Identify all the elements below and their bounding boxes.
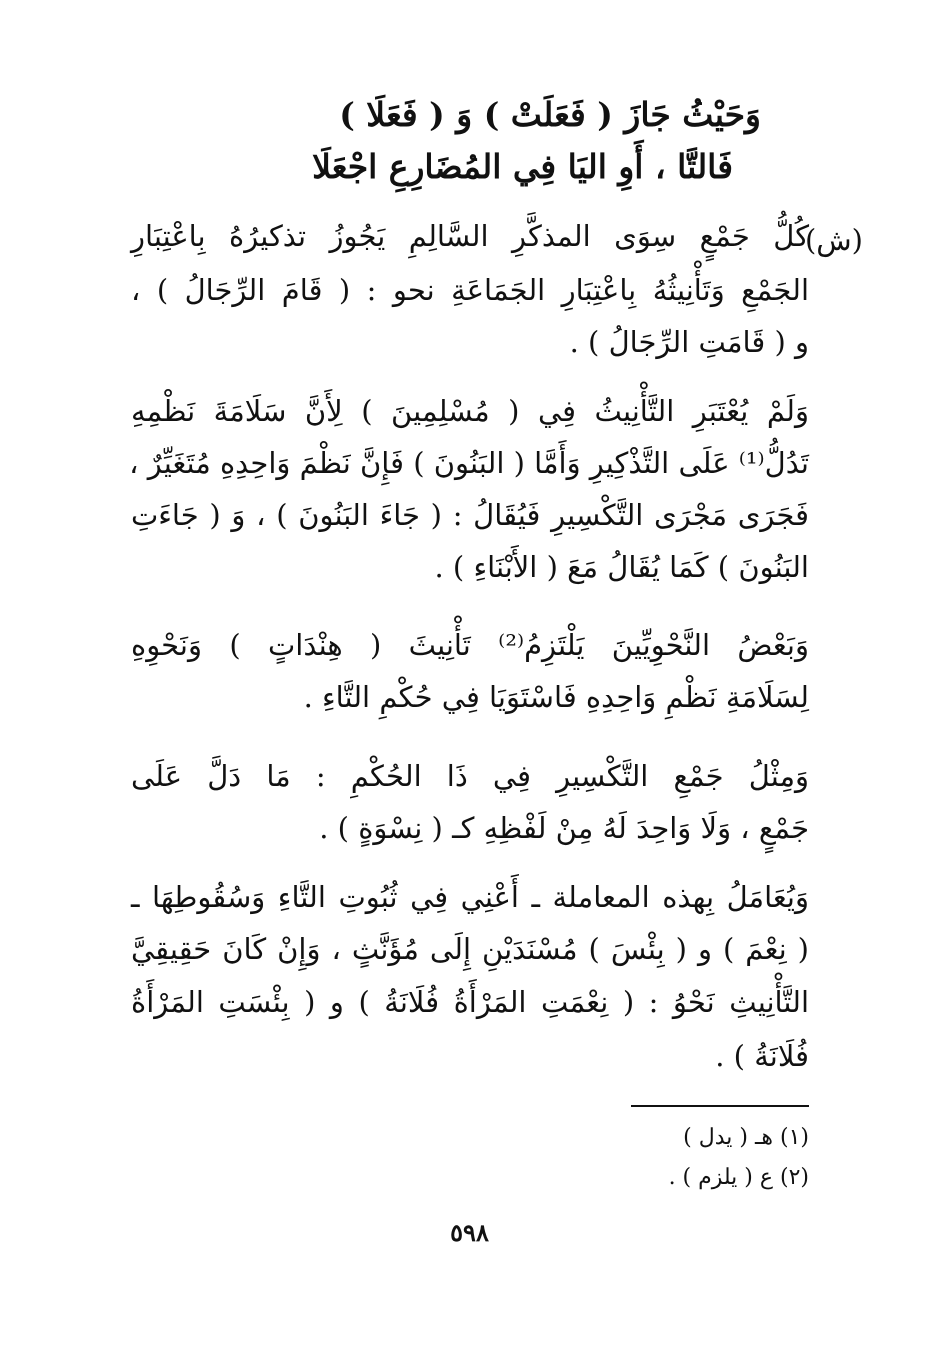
page-number: ٥٩٨ bbox=[450, 1218, 489, 1247]
paragraph-5-line-1: وَيُعَامَلُ بِهذه المعاملة ـ أَعْنِي فِي ثُبُوتِ التَّاءِ وَسُقُوطِهَا ـ bbox=[131, 880, 809, 914]
paragraph-3-line-1: وَبَعْضُ النَّحْوِيِّينَ يَلْتَزِمُ⁽²⁾ تَأْنِيثَ ( هِنْدَاتٍ ) وَنَحْوِهِ bbox=[131, 628, 809, 662]
paragraph-1-line-2: الجَمْعِ وَتَأْنِيثُهُ بِاعْتِبَارِ الجَمَاعَةِ نحو : ( قَامَ الرِّجَالُ ) ، bbox=[131, 273, 809, 307]
paragraph-2-line-4: البَنُونَ ) كَمَا يُقَالُ مَعَ ( الأَبْنَاءِ ) . bbox=[434, 550, 809, 584]
sharh-marker: (ش) bbox=[804, 223, 863, 257]
paragraph-3-line-2: لِسَلَامَةِ نَظْمِ وَاحِدِهِ فَاسْتَوَيَا فِي حُكْمِ التَّاءِ . bbox=[303, 680, 809, 714]
verse-line-1: وَحَيْثُ جَازَ ( فَعَلَتْ ) وَ ( فَعَلَا ) bbox=[339, 95, 761, 134]
paragraph-5-line-3: التَّأْنِيثِ نَحْوُ : ( نِعْمَتِ المَرْأَةُ فُلَانَةُ ) و ( بِئْسَتِ المَرْأَةُ bbox=[131, 985, 809, 1019]
paragraph-4-line-2: جَمْعٍ ، وَلَا وَاحِدَ لَهُ مِنْ لَفْظِهِ كـ ( نِسْوَةٍ ) . bbox=[319, 811, 809, 845]
footnote-2: (٢) ع ( يلزم ) . bbox=[668, 1165, 809, 1190]
footnote-divider bbox=[631, 1105, 809, 1107]
paragraph-2-line-3: فَجَرَى مَجْرَى التَّكْسِيرِ فَيُقَالُ : ( جَاءَ البَنُونَ ) ، وَ ( جَاءَتِ bbox=[131, 498, 809, 532]
paragraph-5-line-2: ( نِعْمَ ) و ( بِئْسَ ) مُسْنَدَيْنِ إِلَى مُؤَنَّثٍ ، وَإِنْ كَانَ حَقِيقِيَّ bbox=[131, 932, 809, 966]
footnote-1: (١) هـ ( يدل ) bbox=[683, 1125, 809, 1150]
paragraph-2-line-2: تَدُلُّ⁽¹⁾ عَلَى التَّذْكِيرِ وَأَمَّا ( البَنُونَ ) فَإِنَّ نَظْمَ وَاحِدِهِ مُتَغَيِّرٌ ، bbox=[129, 446, 809, 480]
paragraph-2-line-1: وَلَمْ يُعْتَبَرِ التَّأْنِيثُ فِي ( مُسْلِمِينَ ) لِأَنَّ سَلَامَةَ نَظْمِهِ bbox=[131, 394, 809, 428]
paragraph-4-line-1: وَمِثْلُ جَمْعِ التَّكْسِيرِ فِي ذَا الحُكْمِ : مَا دَلَّ عَلَى bbox=[131, 759, 809, 793]
paragraph-5-line-4: فُلَانَةُ ) . bbox=[715, 1039, 809, 1073]
paragraph-1-line-3: و ( قَامَتِ الرِّجَالُ ) . bbox=[569, 325, 809, 359]
paragraph-1-line-1: كُلُّ جَمْعٍ سِوَى المذكَّرِ السَّالِمِ يَجُوزُ تذكيرُهُ بِاعْتِبَارِ bbox=[131, 219, 809, 253]
verse-line-2: فَالتَّا ، أَوِ اليَا فِي المُضَارِعِ اجْعَلَا bbox=[312, 147, 733, 186]
